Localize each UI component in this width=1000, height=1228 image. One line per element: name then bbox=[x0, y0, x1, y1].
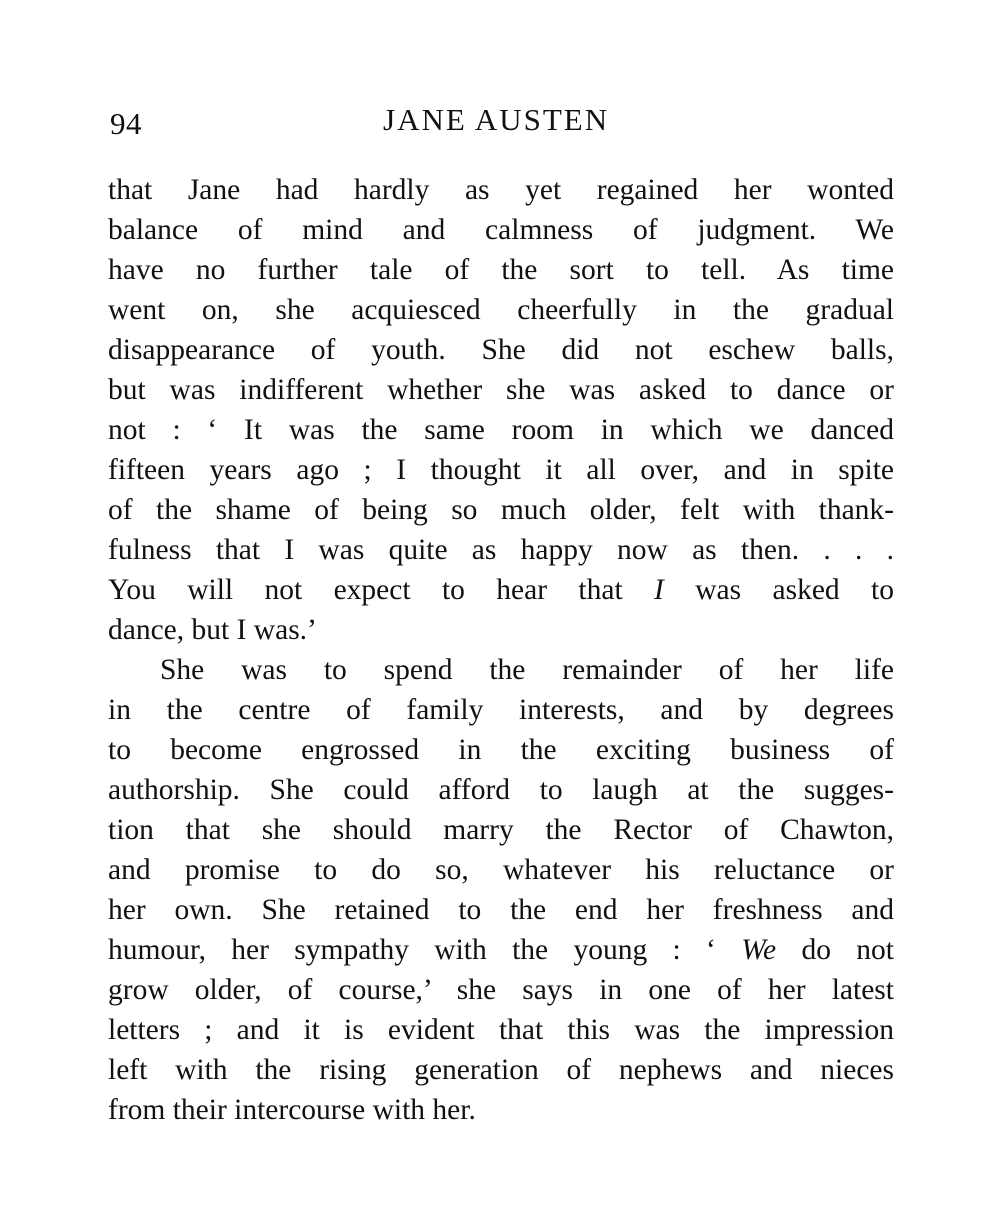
text-line: have no further tale of the sort to tell. As time bbox=[108, 254, 894, 286]
text-line: in the centre of family interests, and by degrees bbox=[108, 694, 894, 726]
text-line: letters ; and it is evident that this was the impression bbox=[108, 1014, 894, 1046]
paragraph bbox=[108, 170, 894, 650]
text-line: left with the rising generation of nephews and nieces bbox=[108, 1054, 894, 1086]
italic-word: I bbox=[654, 574, 664, 606]
text-line: from their intercourse with her. bbox=[108, 1094, 476, 1126]
text-line: tion that she should marry the Rector of Chawton, bbox=[108, 814, 894, 846]
body-text bbox=[108, 170, 894, 1130]
text-run: You will not expect to hear that bbox=[108, 574, 655, 606]
text-run: humour, her sympathy with the young : ‘ bbox=[108, 934, 742, 966]
text-line: to become engrossed in the exciting business of bbox=[108, 734, 894, 766]
paragraph bbox=[108, 650, 894, 1130]
text-line: authorship. She could afford to laugh at the sugges- bbox=[108, 774, 894, 806]
text-line: of the shame of being so much older, felt with thank- bbox=[108, 494, 894, 526]
running-title: JANE AUSTEN bbox=[383, 102, 610, 137]
text-line bbox=[108, 930, 894, 970]
text-line: went on, she acquiesced cheerfully in the gradual bbox=[108, 294, 894, 326]
text-line: fulness that I was quite as happy now as then. . . . bbox=[108, 534, 894, 566]
text-run: do not bbox=[776, 934, 894, 966]
text-line: dance, but I was.’ bbox=[108, 614, 317, 646]
text-line: fifteen years ago ; I thought it all over, and in spite bbox=[108, 454, 894, 486]
page-number: 94 bbox=[110, 106, 142, 141]
text-line: but was indifferent whether she was asked to dance or bbox=[108, 374, 894, 406]
text-line: not : ‘ It was the same room in which we danced bbox=[108, 414, 894, 446]
text-line: balance of mind and calmness of judgment. We bbox=[108, 214, 894, 246]
text-line: and promise to do so, whatever his reluctance or bbox=[108, 854, 894, 886]
text-line: her own. She retained to the end her freshness and bbox=[108, 894, 894, 926]
italic-word: We bbox=[741, 934, 777, 966]
text-line: that Jane had hardly as yet regained her wonted bbox=[108, 174, 894, 206]
text-line: disappearance of youth. She did not eschew balls, bbox=[108, 334, 894, 366]
text-run: was asked to bbox=[663, 574, 894, 606]
text-line: grow older, of course,’ she says in one of her latest bbox=[108, 974, 894, 1006]
text-line bbox=[108, 570, 894, 610]
text-line: She was to spend the remainder of her life bbox=[160, 654, 894, 686]
